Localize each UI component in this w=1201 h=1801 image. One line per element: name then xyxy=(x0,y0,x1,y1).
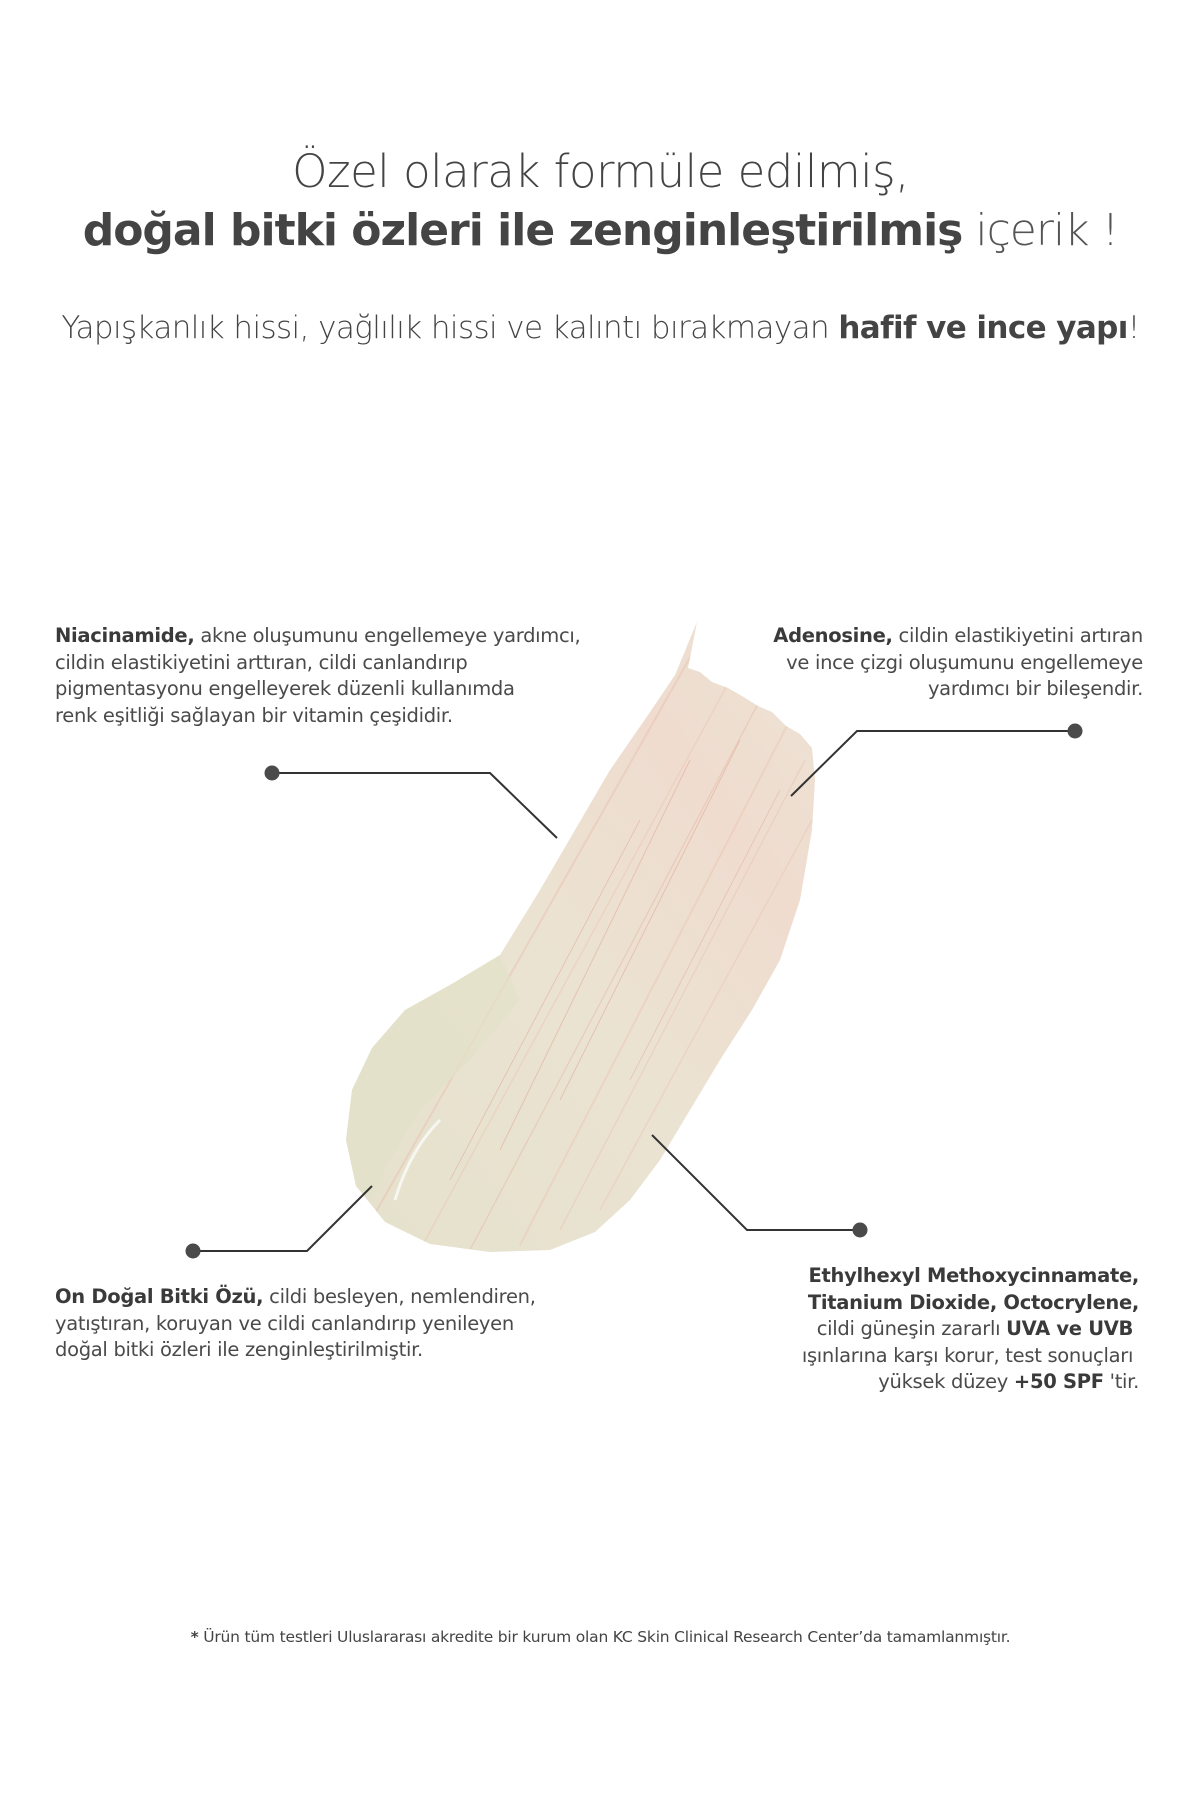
sunscreen-line-3-light: cildi güneşin zararlı xyxy=(816,1317,1007,1340)
connector-adenosine xyxy=(791,724,1083,797)
plant-extract-line-2: yatıştıran, koruyan ve cildi canlandırıp yenileyen xyxy=(55,1311,514,1335)
sunscreen-uva-uvb: UVA ve UVB xyxy=(1006,1317,1134,1340)
subheadline-light: Yapışkanlık hissi, yağlılık hissi ve kalıntı bırakmayan xyxy=(61,310,839,346)
sunscreen-spf: +50 SPF xyxy=(1013,1370,1104,1393)
connector-plant-extract xyxy=(186,1186,373,1259)
plant-extract-line-3: doğal bitki özleri ile zenginleştirilmiştir. xyxy=(55,1338,423,1361)
callout-sunscreen xyxy=(802,1263,1139,1396)
callout-adenosine xyxy=(773,623,1143,703)
footnote-text: Ürün tüm testleri Uluslararası akredite bir kurum olan KC Skin Clinical Research Center’da tamamlanmıştır. xyxy=(198,1628,1011,1646)
plant-extract-title: On Doğal Bitki Özü, xyxy=(55,1285,264,1308)
sunscreen-line-5-end: 'tir. xyxy=(1103,1370,1139,1393)
headline-line-2-light: içerik ! xyxy=(962,205,1119,256)
adenosine-line-1: cildin elastikiyetini artıran xyxy=(892,624,1143,647)
connector-dot-sunscreen xyxy=(853,1223,868,1238)
niacinamide-line-1: akne oluşumunu engellemeye yardımcı, xyxy=(194,624,581,647)
sunscreen-line-2: Titanium Dioxide, Octocrylene, xyxy=(807,1290,1139,1314)
connector-niacinamide xyxy=(265,766,558,839)
niacinamide-line-2: cildin elastikiyetini arttıran, cildi canlandırıp xyxy=(55,650,468,674)
niacinamide-line-3: pigmentasyonu engelleyerek düzenli kullanımda xyxy=(55,677,515,700)
callout-plant-extract xyxy=(55,1284,536,1364)
subheadline-end: ! xyxy=(1127,310,1140,346)
footnote-asterisk: * xyxy=(190,1628,199,1646)
connector-sunscreen xyxy=(652,1135,868,1238)
adenosine-line-2: ve ince çizgi oluşumunu engellemeye xyxy=(786,650,1143,674)
adenosine-title: Adenosine, xyxy=(773,624,893,647)
plant-extract-line-1: cildi besleyen, nemlendiren, xyxy=(263,1285,536,1308)
sunscreen-line-5-light: yüksek düzey xyxy=(878,1370,1014,1393)
niacinamide-line-4: renk eşitliği sağlayan bir vitamin çeşididir. xyxy=(55,703,453,727)
connector-dot-niacinamide xyxy=(265,766,280,781)
adenosine-line-3: yardımcı bir bileşendir. xyxy=(927,677,1143,700)
callout-niacinamide xyxy=(55,623,580,729)
connector-dot-adenosine xyxy=(1068,724,1083,739)
subheadline-bold: hafif ve ince yapı xyxy=(838,310,1128,346)
sunscreen-line-4: ışınlarına karşı korur, test sonuçları xyxy=(801,1343,1134,1367)
headline-line-2-bold: doğal bitki özleri ile zenginleştirilmiş xyxy=(82,205,963,256)
connector-dot-plant-extract xyxy=(186,1244,201,1259)
footnote xyxy=(0,1628,1201,1646)
sunscreen-line-1: Ethylhexyl Methoxycinnamate, xyxy=(808,1264,1139,1287)
headline-line-1-text: Özel olarak formüle edilmiş, xyxy=(292,145,909,198)
niacinamide-title: Niacinamide, xyxy=(55,624,195,647)
